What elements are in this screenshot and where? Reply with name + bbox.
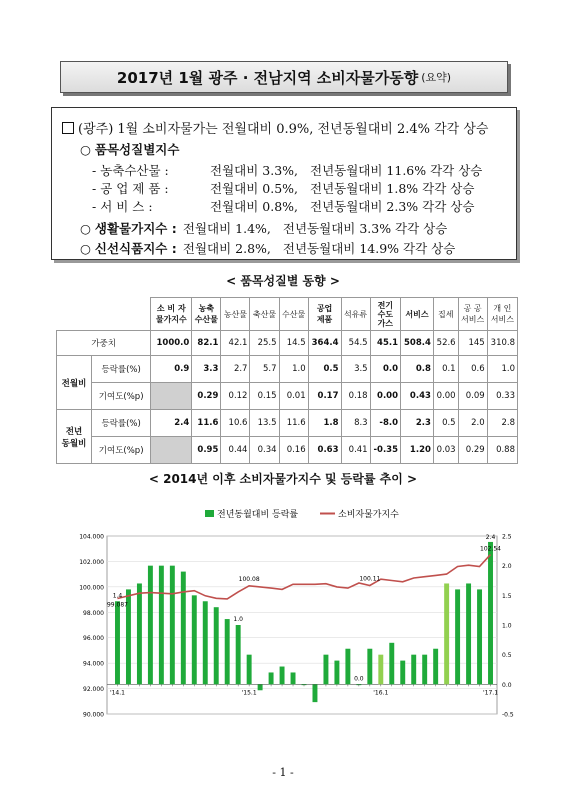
col-header: 집세 bbox=[433, 298, 458, 331]
rate-bar bbox=[225, 619, 230, 684]
rate-bar bbox=[433, 649, 438, 685]
left-tick-label: 98.000 bbox=[83, 609, 104, 617]
x-tick-label: '14.1 bbox=[109, 689, 125, 697]
x-tick-label: '15.1 bbox=[241, 689, 257, 697]
row-label: 등락률(%) bbox=[92, 356, 151, 383]
left-tick-label: 90.000 bbox=[83, 711, 104, 719]
col-header: 소 비 자 물가지수 bbox=[151, 298, 192, 331]
item-trend-table bbox=[56, 297, 518, 464]
data-label: 1.0 bbox=[233, 616, 243, 623]
rate-bar bbox=[477, 589, 482, 684]
rate-bar bbox=[236, 625, 241, 684]
summary-fresh-index: ○ 신선식품지수 : 전월대비 2.8%, 전년동월대비 14.9% 각각 상승 bbox=[80, 241, 456, 256]
summary-row-agri: - 농축수산물 : 전월대비 3.3%, 전년동월대비 11.6% 각각 상승 bbox=[92, 163, 483, 178]
rate-bar bbox=[115, 601, 120, 684]
col-header: 개 인 서비스 bbox=[487, 298, 517, 331]
legend-label-cpi: 소비자물가지수 bbox=[338, 510, 399, 520]
col-header: 수산물 bbox=[279, 298, 308, 331]
summary-box bbox=[51, 107, 517, 260]
data-label: 1.4 bbox=[112, 592, 123, 600]
row-group-label: 전년 동월비 bbox=[57, 410, 92, 464]
rate-bar bbox=[334, 661, 339, 685]
row-label: 가중치 bbox=[57, 331, 151, 356]
data-label: 2.4 bbox=[485, 533, 496, 541]
left-tick-label: 104.000 bbox=[79, 533, 104, 541]
rate-bar bbox=[291, 672, 296, 684]
right-tick-label: -0.5 bbox=[502, 711, 514, 719]
right-tick-label: 2.5 bbox=[502, 533, 512, 541]
rate-bar bbox=[159, 566, 164, 685]
data-label: 100.08 bbox=[238, 575, 260, 583]
table-row: 가중치 1000.0 82.1 42.1 25.5 14.5 364.4 54.5 45.1 508.4 52.6 145 310.8 bbox=[57, 331, 518, 356]
rate-bar bbox=[378, 655, 383, 685]
rate-bar bbox=[411, 655, 416, 685]
row-label: 등락률(%) bbox=[92, 410, 151, 437]
table-title: < 품목성질별 동향 > bbox=[226, 274, 340, 288]
chart-title: < 2014년 이후 소비자물가지수 및 등락률 추이 > bbox=[148, 472, 418, 486]
left-tick-label: 94.000 bbox=[83, 660, 104, 668]
data-label: 0.0 bbox=[354, 675, 364, 683]
legend-label-rate: 전년동월대비 등락률 bbox=[217, 510, 299, 520]
summary-headline: (광주) 1월 소비자물가는 전월대비 0.9%, 전년동월대비 2.4% 각각 상승 bbox=[62, 118, 489, 137]
col-header: 농축 수산물 bbox=[192, 298, 221, 331]
row-label: 기여도(%p) bbox=[92, 383, 151, 410]
rate-bar bbox=[323, 655, 328, 685]
right-tick-label: 2.0 bbox=[502, 563, 512, 571]
right-tick-label: 1.0 bbox=[502, 622, 512, 630]
summary-row-industrial: - 공 업 제 품 : 전월대비 0.5%, 전년동월대비 1.8% 각각 상승 bbox=[92, 181, 475, 196]
row-group-label: 전월비 bbox=[57, 356, 92, 410]
x-tick-label: '16.1 bbox=[373, 689, 389, 697]
left-tick-label: 92.000 bbox=[83, 686, 104, 694]
col-header: 공 공 서비스 bbox=[458, 298, 487, 331]
data-label: 102.54 bbox=[480, 545, 502, 553]
rate-bar bbox=[313, 684, 318, 702]
item-index-heading: ○ 품목성질별지수 bbox=[80, 142, 180, 157]
left-tick-label: 96.000 bbox=[83, 635, 104, 643]
rate-bar bbox=[367, 649, 372, 685]
rate-bar bbox=[148, 566, 153, 685]
rate-bar bbox=[466, 583, 471, 684]
rate-bar bbox=[422, 655, 427, 685]
checkbox-icon bbox=[62, 122, 74, 134]
table-row: 기여도(%p) 0.29 0.12 0.15 0.01 0.17 0.18 0.00 0.43 0.00 0.09 0.33 bbox=[57, 383, 518, 410]
page-number: - 1 - bbox=[272, 766, 294, 779]
left-tick-label: 100.000 bbox=[79, 584, 104, 592]
col-header: 농산물 bbox=[221, 298, 250, 331]
rate-bar bbox=[247, 655, 252, 685]
rate-bar bbox=[488, 542, 493, 684]
rate-bar bbox=[455, 589, 460, 684]
rate-bar bbox=[345, 649, 350, 685]
rate-bar bbox=[280, 667, 285, 685]
row-label: 기여도(%p) bbox=[92, 437, 151, 464]
right-tick-label: 0.0 bbox=[502, 681, 512, 689]
rate-bar bbox=[181, 572, 186, 685]
rate-bar bbox=[444, 583, 449, 684]
data-label: 99.087 bbox=[106, 601, 128, 609]
col-header: 축산물 bbox=[250, 298, 279, 331]
title-sub: (요약) bbox=[421, 71, 452, 84]
table-header-row bbox=[57, 298, 518, 331]
left-tick-label: 102.000 bbox=[79, 558, 104, 566]
plot-area bbox=[107, 533, 497, 714]
summary-living-index: ○ 생활물가지수 : 전월대비 1.4%, 전년동월대비 3.3% 각각 상승 bbox=[80, 221, 448, 236]
col-header: 석유류 bbox=[341, 298, 370, 331]
summary-row-service: - 서 비 스 : 전월대비 0.8%, 전년동월대비 2.3% 각각 상승 bbox=[92, 199, 475, 214]
rate-bar bbox=[137, 583, 142, 684]
rate-bar bbox=[269, 672, 274, 684]
document-title bbox=[60, 61, 508, 93]
rate-bar bbox=[389, 643, 394, 685]
table-row: 전월비 등락률(%) 0.9 3.3 2.7 5.7 1.0 0.5 3.5 0.0 0.8 0.1 0.6 1.0 bbox=[57, 356, 518, 383]
legend-bar-swatch bbox=[205, 510, 214, 517]
x-tick-label: '17.1 bbox=[483, 689, 499, 697]
cpi-chart bbox=[65, 502, 525, 722]
rate-bar bbox=[400, 661, 405, 685]
right-tick-label: 1.5 bbox=[502, 592, 512, 600]
title-main: 2017년 1월 광주 · 전남지역 소비자물가동향 bbox=[116, 68, 419, 87]
right-tick-label: 0.5 bbox=[502, 652, 512, 660]
col-header: 전기 수도 가스 bbox=[370, 298, 400, 331]
data-label: 100.11 bbox=[359, 575, 381, 583]
col-header: 서비스 bbox=[401, 298, 434, 331]
table-row: 기여도(%p) 0.95 0.44 0.34 0.16 0.63 0.41 -0.35 1.20 0.03 0.29 0.88 bbox=[57, 437, 518, 464]
rate-bar bbox=[214, 607, 219, 684]
rate-bar bbox=[203, 601, 208, 684]
rate-bar bbox=[170, 566, 175, 685]
rate-bar bbox=[192, 595, 197, 684]
table-row: 전년 동월비 등락률(%) 2.4 11.6 10.6 13.5 11.6 1.8 8.3 -8.0 2.3 0.5 2.0 2.8 bbox=[57, 410, 518, 437]
col-header: 공업 제품 bbox=[308, 298, 341, 331]
